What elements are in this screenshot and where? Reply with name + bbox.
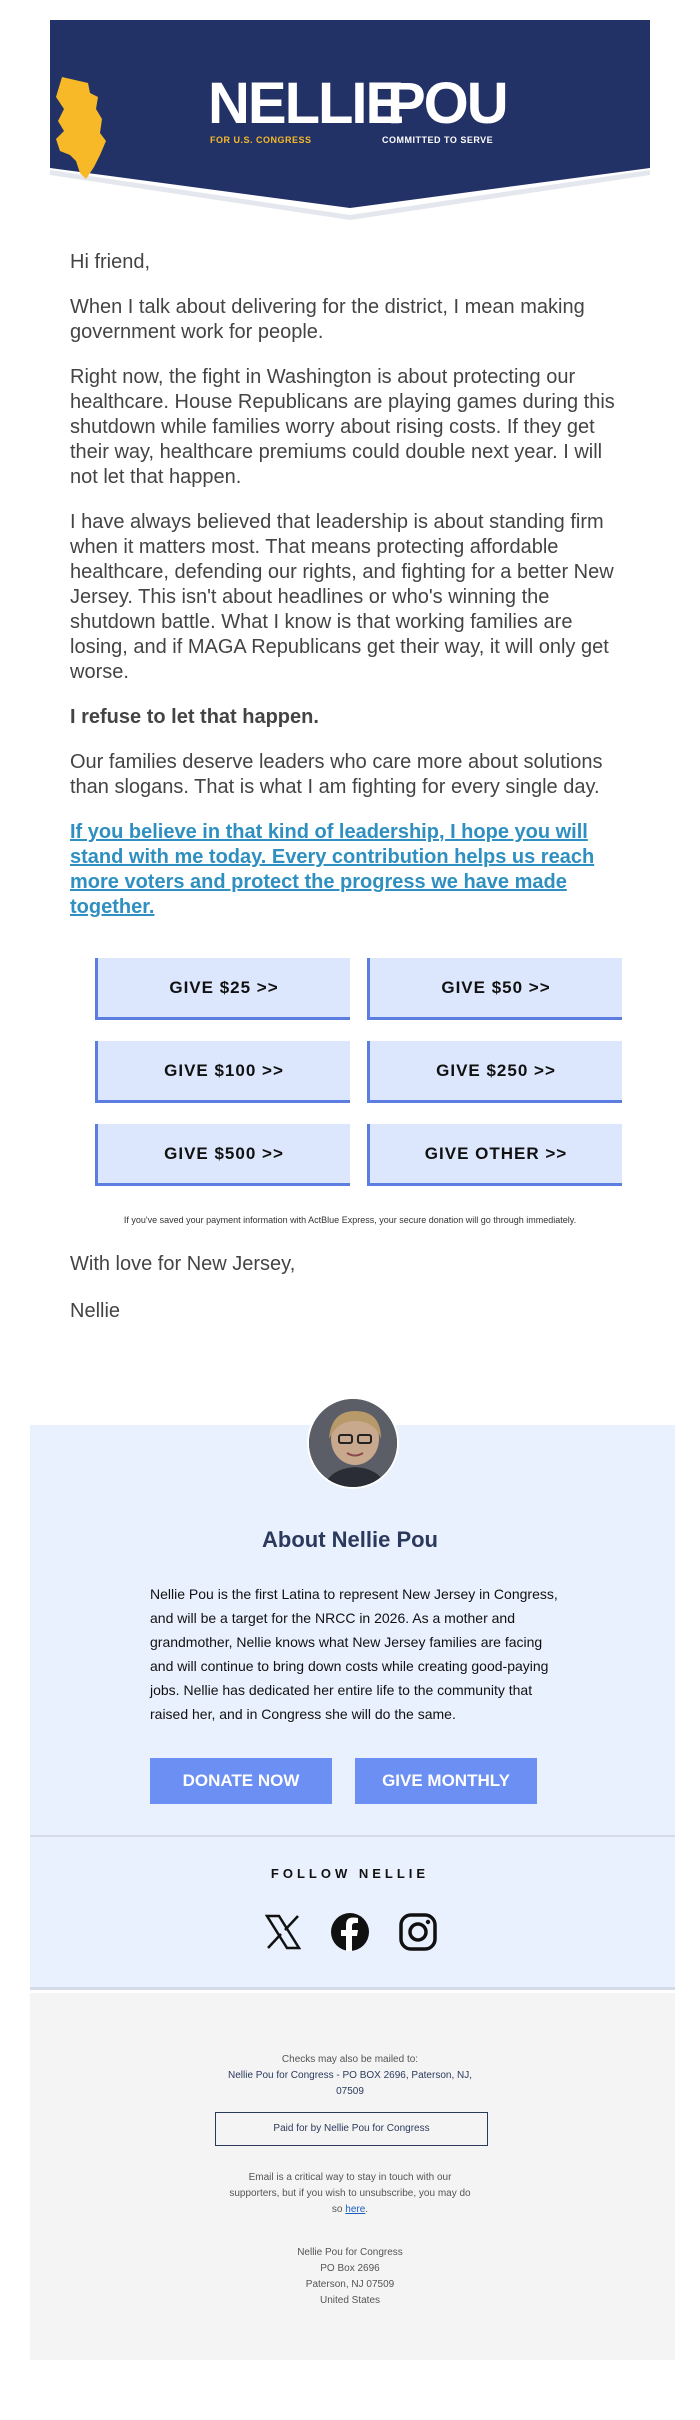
x-icon[interactable] [263,1912,303,1952]
paragraph-1: When I talk about delivering for the district, I mean making government work for people. [70,296,585,343]
facebook-icon[interactable] [330,1912,370,1952]
follow-title: FOLLOW NELLIE [270,1866,430,1881]
paragraph-4: I refuse to let that happen. [70,706,319,728]
give-other-button[interactable]: GIVE OTHER >> [367,1124,622,1186]
logo-tagline-right: COMMITTED TO SERVE [382,135,494,145]
unsubscribe-prefix: so [331,2204,346,2215]
unsubscribe-line-2: supporters, but if you wish to unsubscribe, you may do [229,2188,471,2199]
unsubscribe-line-3 [0,2202,700,2218]
give-500-button[interactable]: GIVE $500 >> [95,1124,350,1186]
email-body [70,250,635,950]
logo-first-name: NELLIE [208,71,403,136]
candidate-photo [309,1399,399,1489]
greeting: Hi friend, [70,251,151,273]
header-banner [50,20,650,220]
checks-mail-line-3: 07509 [336,2086,364,2097]
signoff-name: Nellie [70,1300,121,1322]
paragraph-2: Right now, the fight in Washington is about protecting our healthcare. House Republicans are playing games during this shutdown while families worry about rising costs. If they get their way, healthcare premiums could double next year. I will not let that happen. [70,366,615,488]
give-25-button[interactable]: GIVE $25 >> [95,958,350,1020]
logo-last-name: POU [387,71,507,136]
give-100-button[interactable]: GIVE $100 >> [95,1041,350,1103]
address-line-3: Paterson, NJ 07509 [305,2279,395,2290]
donate-cta-link[interactable]: If you believe in that kind of leadership, I hope you will stand with me today. Every contribution helps us reach more voters and protect the progress we have made together. [70,821,595,918]
instagram-icon[interactable] [398,1912,438,1952]
unsubscribe-line-1: Email is a critical way to stay in touch with our [248,2172,452,2183]
address-line-2: PO Box 2696 [320,2263,380,2274]
address-line-1: Nellie Pou for Congress [297,2247,403,2258]
give-50-button[interactable]: GIVE $50 >> [367,958,622,1020]
checks-mail-line-2: Nellie Pou for Congress - PO BOX 2696, Paterson, NJ, [228,2070,472,2081]
logo-tagline-left: FOR U.S. CONGRESS [210,135,312,145]
about-text: Nellie Pou is the first Latina to represent New Jersey in Congress, and will be a target for the NRCC in 2026. As a mother and grandmother, Nellie knows what New Jersey families are facing and will continue to bring down costs while creating good-paying jobs. Nellie has dedicated her entire life to the community that raised her, and in Congress she will do the same. [150,1586,558,1722]
checks-mail-line-1: Checks may also be mailed to: [281,2054,419,2065]
actblue-express-note: If you've saved your payment information with ActBlue Express, your secure donation will go through immediately. [123,1215,577,1225]
avatar [307,1397,399,1489]
signoff-line: With love for New Jersey, [70,1253,296,1275]
unsubscribe-link[interactable]: here [345,2204,366,2215]
address-line-4: United States [319,2295,381,2306]
about-title: About Nellie Pou [262,1527,438,1552]
paragraph-5: Our families deserve leaders who care more about solutions than slogans. That is what I am fighting for every single day. [70,751,603,798]
give-250-button[interactable]: GIVE $250 >> [367,1041,622,1103]
campaign-logo[interactable] [50,71,650,165]
paid-for-disclaimer: Paid for by Nellie Pou for Congress [215,2112,488,2146]
donate-now-button[interactable]: DONATE NOW [150,1758,332,1804]
paragraph-3: I have always believed that leadership is about standing firm when it matters most. That means protecting affordable healthcare, defending our rights, and fighting for a better New Jersey. This isn't about headlines or who's winning the shutdown battle. What I know is that working families are losing, and if MAGA Republicans get their way, it will only get worse. [70,511,614,683]
give-monthly-button[interactable]: GIVE MONTHLY [355,1758,537,1804]
new-jersey-shape-icon [50,75,110,185]
unsubscribe-suffix: . [365,2204,369,2215]
